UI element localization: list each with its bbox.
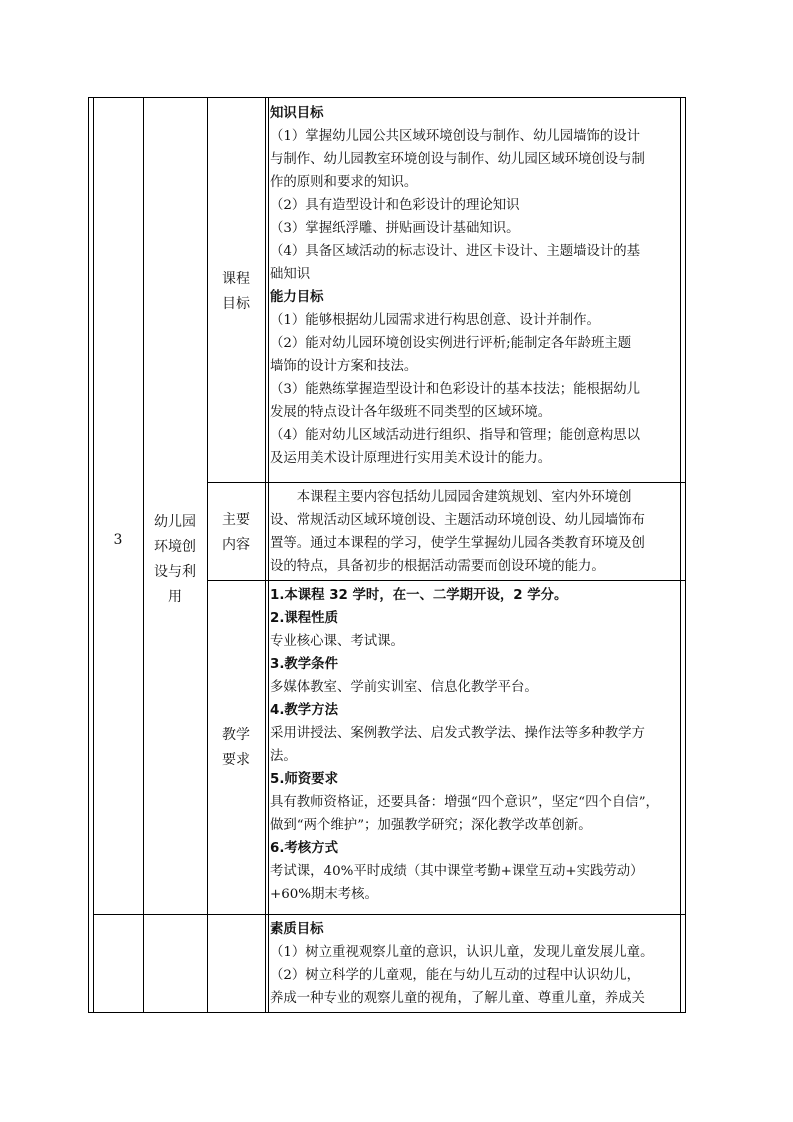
main-content-line: 设、常规活动区域环境创设、主题活动环境创设、幼儿园墙饰布 — [270, 513, 645, 528]
vline-col-3-b — [268, 97, 269, 1013]
staff-line: 具有教师资格证，还要具备：增强“四个意识”，坚定“四个自信”， — [270, 795, 659, 810]
quality-line: （2）树立科学的儿童观，能在与幼儿互动的过程中认识幼儿， — [270, 968, 641, 983]
methods-heading: 4.教学方法 — [270, 703, 338, 718]
quality-line: 养成一种专业的观察儿童的视角，了解儿童、尊重儿童，养成关 — [270, 991, 645, 1006]
knowledge-item: 与制作、幼儿园教室环境创设与制作、幼儿园区域环境创设与制 — [270, 152, 645, 167]
nature-heading: 2.课程性质 — [270, 611, 338, 626]
vline-outer-right — [685, 97, 686, 1013]
main-content-line: 置等。通过本课程的学习，使学生掌握幼儿园各类教育环境及创 — [270, 536, 645, 551]
label-line: 内容 — [222, 537, 250, 553]
ability-item: （4）能对幼儿区域活动进行组织、指导和管理；能创意构思以 — [270, 428, 641, 443]
staff-heading: 5.师资要求 — [270, 772, 338, 787]
ability-item: 及运用美术设计原理进行实用美术设计的能力。 — [270, 451, 552, 466]
methods-line: 法。 — [270, 749, 297, 764]
cell-divider-objectives — [207, 482, 685, 483]
main-content-line: 设的特点，具备初步的根据活动需要而创设环境的能力。 — [270, 559, 605, 574]
knowledge-item: （3）掌握纸浮雕、拼贴画设计基础知识。 — [270, 221, 520, 236]
knowledge-item: 作的原则和要求的知识。 — [270, 175, 418, 190]
vline-col-3-a — [265, 97, 266, 1013]
course-name-line: 设与利 — [154, 564, 196, 580]
label-line: 课程 — [222, 271, 250, 287]
conditions-text: 多媒体教室、学前实训室、信息化教学平台。 — [270, 680, 538, 695]
knowledge-item: （1）掌握幼儿园公共区域环境创设与制作、幼儿园墙饰的设计 — [270, 129, 641, 144]
label-line: 主要 — [222, 512, 250, 528]
ability-heading: 能力目标 — [270, 290, 324, 305]
assessment-line: +60%期末考核。 — [270, 887, 378, 902]
objectives-label — [207, 266, 265, 318]
table-bottom-border — [88, 1012, 685, 1013]
quality-line: （1）树立重视观察儿童的意识，认识儿童，发现儿童发展儿童。 — [270, 945, 654, 960]
ability-item: （3）能熟练掌握造型设计和色彩设计的基本技法；能根据幼儿 — [270, 382, 641, 397]
knowledge-item: （4）具备区域活动的标志设计、进区卡设计、主题墙设计的基 — [270, 244, 641, 259]
teaching-label — [207, 722, 265, 774]
teaching-content — [270, 584, 679, 906]
assessment-line: 考试课，40%平时成绩（其中课堂考勤+课堂互动+实践劳动） — [270, 864, 644, 879]
course-name-line: 环境创 — [154, 539, 196, 555]
quality-heading: 素质目标 — [270, 922, 324, 937]
label-line: 目标 — [222, 296, 250, 312]
objectives-content — [270, 102, 679, 470]
vline-outer-left-a — [88, 97, 89, 1013]
main-content-text — [270, 486, 679, 578]
vline-col-4 — [680, 97, 681, 1013]
conditions-heading: 3.教学条件 — [270, 657, 338, 672]
nature-text: 专业核心课、考试课。 — [270, 634, 404, 649]
ability-item: （2）能对幼儿园环境创设实例进行评析;能制定各年龄班主题 — [270, 336, 632, 351]
label-line: 教学 — [222, 727, 250, 743]
main-content-line: 本课程主要内容包括幼儿园园舍建筑规划、室内外环境创 — [296, 490, 632, 505]
methods-line: 采用讲授法、案例教学法、启发式教学法、操作法等多种教学方 — [270, 726, 645, 741]
ability-item: 发展的特点设计各年级班不同类型的区域环境。 — [270, 405, 552, 420]
course-name-line: 用 — [168, 589, 182, 605]
main-content-label — [207, 507, 265, 559]
staff-line: 做到“两个维护”；加强教学研究；深化教学改革创新。 — [270, 818, 592, 833]
knowledge-heading: 知识目标 — [270, 106, 324, 121]
course-name-line: 幼儿园 — [154, 514, 196, 530]
knowledge-item: 础知识 — [270, 267, 311, 282]
row-divider — [93, 914, 685, 915]
assessment-heading: 6.考核方式 — [270, 841, 338, 856]
label-line: 要求 — [222, 752, 250, 768]
knowledge-item: （2）具有造型设计和色彩设计的理论知识 — [270, 198, 520, 213]
row-number: 3 — [113, 532, 123, 548]
quality-content — [270, 918, 679, 1010]
cell-divider-content — [207, 580, 685, 581]
ability-item: （1）能够根据幼儿园需求进行构思创意、设计并制作。 — [270, 313, 600, 328]
course-name — [143, 505, 207, 615]
ability-item: 墙饰的设计方案和技法。 — [270, 359, 418, 374]
table-top-border — [88, 97, 685, 98]
hours-line: 1.本课程 32 学时，在一、二学期开设，2 学分。 — [270, 588, 568, 603]
